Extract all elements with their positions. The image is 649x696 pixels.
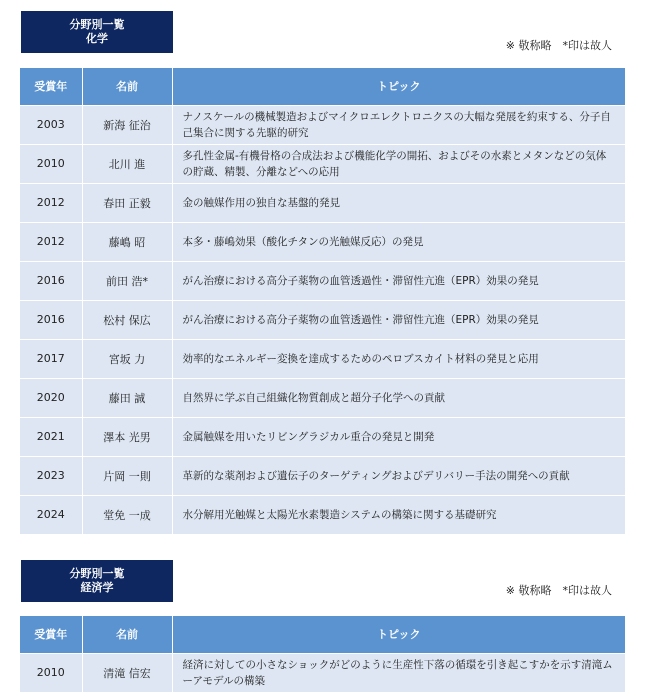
row-topic: 効率的なエネルギー変換を達成するためのペロブスカイト材料の発見と応用 <box>172 339 625 378</box>
row-name: 松村 保広 <box>82 300 172 339</box>
row-year: 2012 <box>20 183 82 222</box>
row-year: 2021 <box>20 417 82 456</box>
header-name: 名前 <box>82 68 172 105</box>
row-name: 清滝 信宏 <box>82 653 172 692</box>
section-label-chemistry <box>21 11 173 53</box>
row-topic: 自然界に学ぶ自己組織化物質創成と超分子化学への貢献 <box>172 378 625 417</box>
table-row <box>20 653 625 692</box>
section-label-line1: 分野別一覧 <box>69 18 125 31</box>
row-topic: がん治療における高分子薬物の血管透過性・滞留性亢進（EPR）効果の発見 <box>172 300 625 339</box>
row-topic: 金の触媒作用の独自な基盤的発見 <box>172 183 625 222</box>
row-year: 2016 <box>20 300 82 339</box>
row-topic: がん治療における高分子薬物の血管透過性・滞留性亢進（EPR）効果の発見 <box>172 261 625 300</box>
row-topic: 経済に対しての小さなショックがどのように生産性下落の循環を引き起こすかを示す清滝ムーアモデルの構築 <box>172 653 625 692</box>
honorific-note: ※ 敬称略 *印は故人 <box>505 584 612 597</box>
section-label-line1: 分野別一覧 <box>69 567 125 580</box>
row-name: 新海 征治 <box>82 105 172 144</box>
row-topic: 多孔性金属-有機骨格の合成法および機能化学の開拓、およびその水素とメタンなどの気体の貯蔵、精製、分離などへの応用 <box>172 144 625 183</box>
row-year: 2017 <box>20 339 82 378</box>
table-row <box>20 417 625 456</box>
section-label-economics <box>21 560 173 602</box>
chemistry-table <box>20 68 625 534</box>
row-name: 藤田 誠 <box>82 378 172 417</box>
table-row <box>20 183 625 222</box>
row-year: 2024 <box>20 495 82 534</box>
table-header-row <box>20 68 625 105</box>
economics-table <box>20 616 625 692</box>
header-topic: トピック <box>172 68 625 105</box>
table-row <box>20 456 625 495</box>
header-name: 名前 <box>82 616 172 653</box>
row-name: 前田 浩* <box>82 261 172 300</box>
row-topic: 水分解用光触媒と太陽光水素製造システムの構築に関する基礎研究 <box>172 495 625 534</box>
header-topic: トピック <box>172 616 625 653</box>
row-name: 北川 進 <box>82 144 172 183</box>
row-topic: 革新的な薬剤および遺伝子のターゲティングおよびデリバリー手法の開発への貢献 <box>172 456 625 495</box>
row-name: 堂免 一成 <box>82 495 172 534</box>
header-year: 受賞年 <box>20 616 82 653</box>
row-topic: 本多・藤嶋効果（酸化チタンの光触媒反応）の発見 <box>172 222 625 261</box>
row-year: 2023 <box>20 456 82 495</box>
table-row <box>20 222 625 261</box>
row-name: 藤嶋 昭 <box>82 222 172 261</box>
row-name: 澤本 光男 <box>82 417 172 456</box>
row-year: 2010 <box>20 144 82 183</box>
row-year: 2010 <box>20 653 82 692</box>
table-row <box>20 261 625 300</box>
table-row <box>20 339 625 378</box>
honorific-note: ※ 敬称略 *印は故人 <box>505 39 612 52</box>
table-row <box>20 300 625 339</box>
table-row <box>20 378 625 417</box>
row-year: 2003 <box>20 105 82 144</box>
row-name: 春田 正毅 <box>82 183 172 222</box>
header-year: 受賞年 <box>20 68 82 105</box>
row-topic: 金属触媒を用いたリビングラジカル重合の発見と開発 <box>172 417 625 456</box>
row-year: 2012 <box>20 222 82 261</box>
row-year: 2016 <box>20 261 82 300</box>
table-header-row <box>20 616 625 653</box>
row-topic: ナノスケールの機械製造およびマイクロエレクトロニクスの大幅な発展を約束する、分子自己集合に関する先駆的研究 <box>172 105 625 144</box>
section-label-line2: 化学 <box>86 32 108 45</box>
row-name: 片岡 一則 <box>82 456 172 495</box>
row-name: 宮坂 力 <box>82 339 172 378</box>
row-year: 2020 <box>20 378 82 417</box>
table-row <box>20 495 625 534</box>
section-label-line2: 経済学 <box>80 581 114 594</box>
table-row <box>20 105 625 144</box>
table-row <box>20 144 625 183</box>
